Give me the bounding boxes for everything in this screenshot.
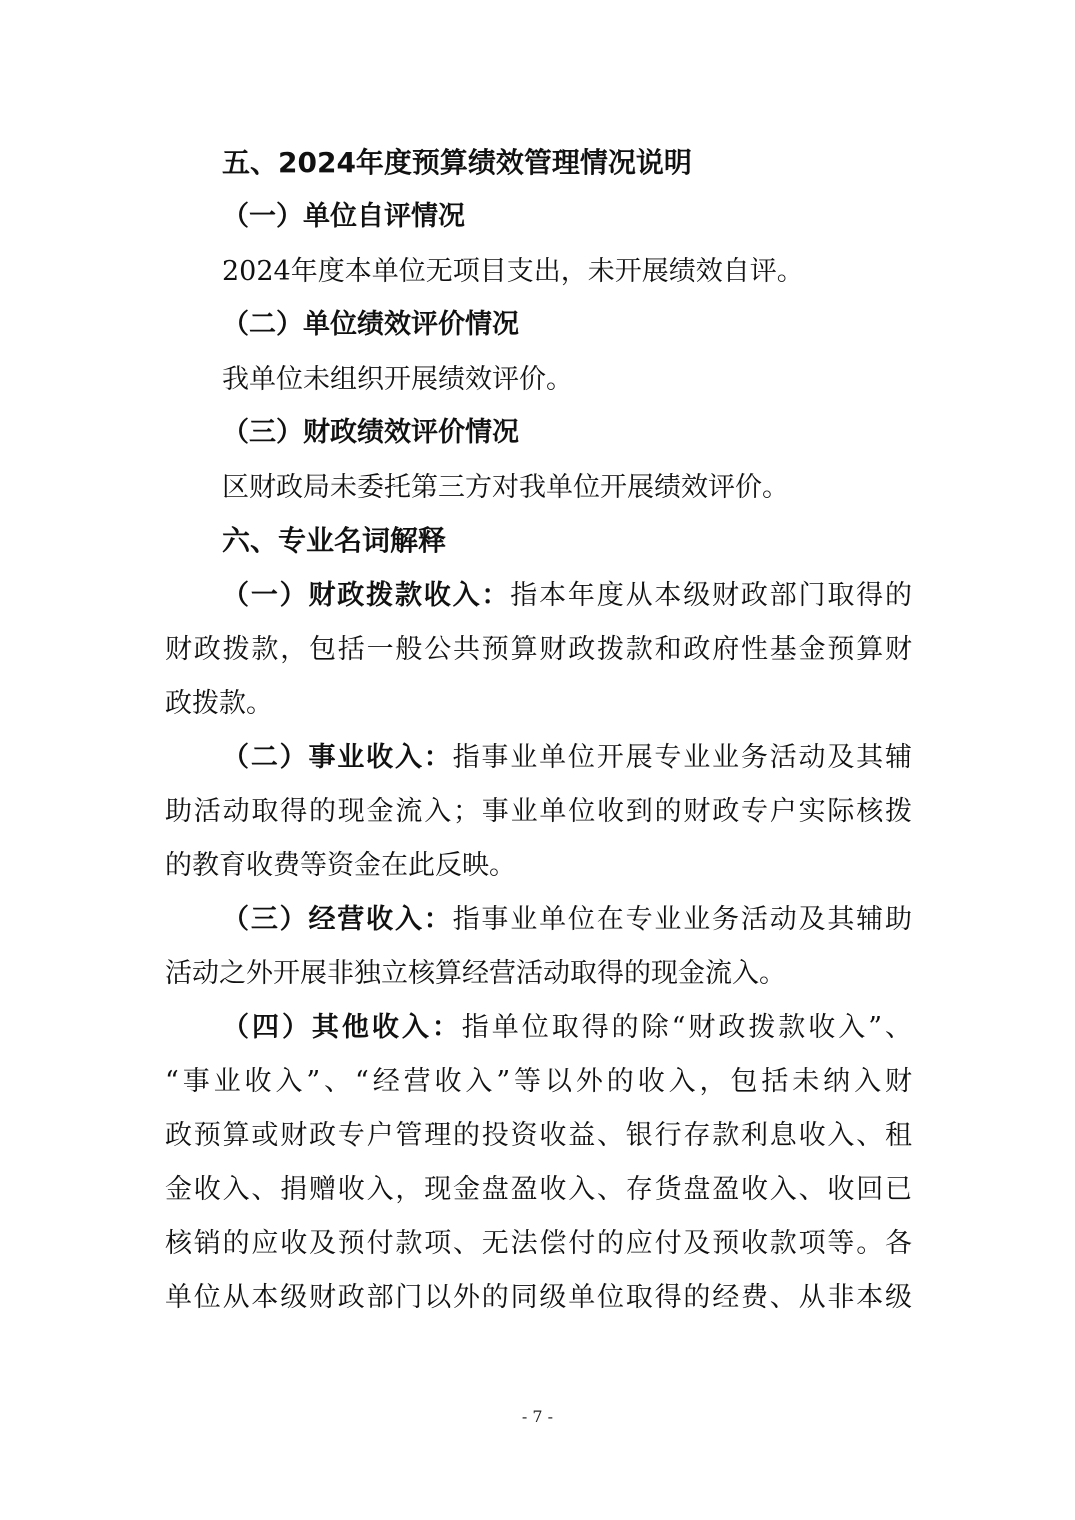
term-other-income-line: 单位从本级财政部门以外的同级单位取得的经费、从非本级 [165, 1282, 912, 1313]
term-label: （二）事业收入： [222, 742, 453, 773]
term-other-income-line: （四）其他收入：指单位取得的除“财政拨款收入”、 [222, 1012, 913, 1043]
section-heading-5: 五、2024年度预算绩效管理情况说明 [222, 146, 692, 179]
page-number: - 7 - [521, 1407, 554, 1426]
term-other-income-line: 核销的应收及预付款项、无法偿付的应付及预收款项等。各 [165, 1228, 912, 1259]
paragraph-unit-evaluation: 我单位未组织开展绩效评价。 [222, 364, 573, 395]
term-other-income-line: 政预算或财政专户管理的投资收益、银行存款利息收入、租 [165, 1120, 912, 1151]
paragraph-self-evaluation: 2024年度本单位无项目支出，未开展绩效自评。 [222, 256, 804, 287]
subheading-finance-evaluation: （三）财政绩效评价情况 [222, 417, 519, 448]
term-fiscal-appropriation-line: 财政拨款，包括一般公共预算财政拨款和政府性基金预算财 [165, 634, 912, 665]
term-other-income-line: “事业收入”、“经营收入”等以外的收入，包括未纳入财 [165, 1066, 912, 1097]
term-operating-income-line: 活动之外开展非独立核算经营活动取得的现金流入。 [165, 958, 786, 989]
term-business-income-line: 的教育收费等资金在此反映。 [165, 850, 516, 881]
term-other-income-line: 金收入、捐赠收入，现金盘盈收入、存货盘盈收入、收回已 [165, 1174, 912, 1205]
subheading-self-evaluation: （一）单位自评情况 [222, 201, 465, 232]
term-label: （四）其他收入： [222, 1012, 462, 1043]
subheading-unit-evaluation: （二）单位绩效评价情况 [222, 309, 519, 340]
term-business-income-line: （二）事业收入：指事业单位开展专业业务活动及其辅 [222, 742, 912, 773]
paragraph-finance-evaluation: 区财政局未委托第三方对我单位开展绩效评价。 [222, 472, 789, 503]
term-label: （三）经营收入： [222, 904, 453, 935]
term-label: （一）财政拨款收入： [222, 580, 511, 611]
term-fiscal-appropriation-line: （一）财政拨款收入：指本年度从本级财政部门取得的 [222, 580, 913, 611]
term-operating-income-line: （三）经营收入：指事业单位在专业业务活动及其辅助 [222, 904, 912, 935]
section-heading-6: 六、专业名词解释 [222, 524, 447, 557]
term-fiscal-appropriation-line: 政拨款。 [165, 688, 273, 719]
term-business-income-line: 助活动取得的现金流入；事业单位收到的财政专户实际核拨 [165, 796, 912, 827]
